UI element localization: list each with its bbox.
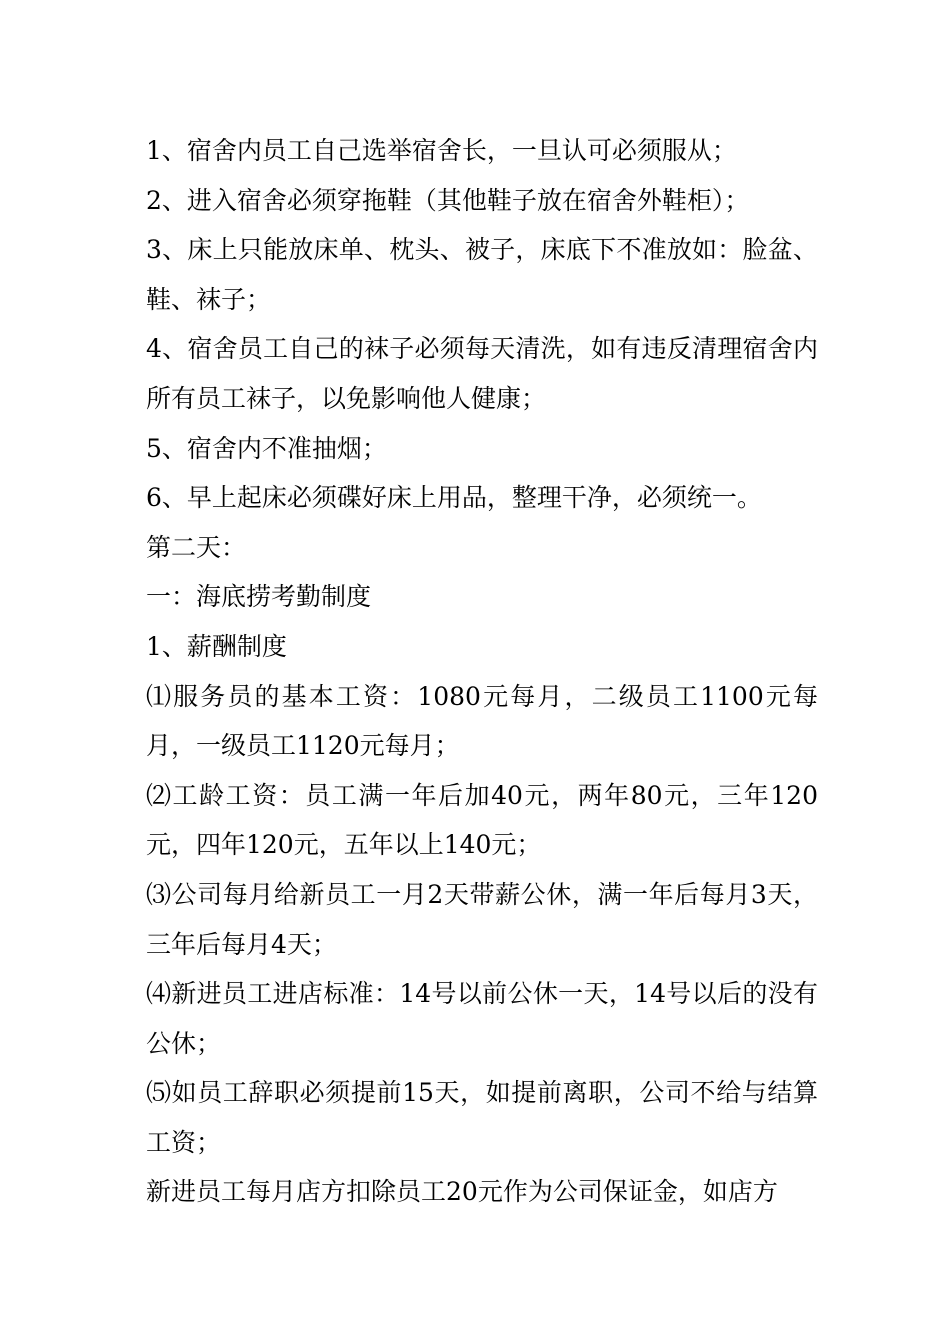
section-heading-attendance: 一：海底捞考勤制度 [146,582,372,612]
paragraph-salary-item-5: ⑸如员工辞职必须提前15天，如提前离职，公司不给与结算工资； [146,1078,818,1157]
document-body [146,126,818,1217]
paragraph-dorm-rule-2: 2、进入宿舍必须穿拖鞋（其他鞋子放在宿舍外鞋柜）； [146,185,750,215]
paragraph-salary-item-4: ⑷新进员工进店标准：14号以前公休一天，14号以后的没有公休； [146,979,818,1058]
paragraph-dorm-rule-1: 1、宿舍内员工自己选举宿舍长，一旦认可必须服从； [146,136,737,165]
paragraph-salary-item-1: ⑴服务员的基本工资：1080元每月，二级员工1100元每月，一级员工1120元每月； [146,681,818,761]
paragraph-dorm-rule-3: 3、床上只能放床单、枕头、被子，床底下不准放如：脸盆、鞋、袜子； [146,235,818,314]
paragraph-salary-item-3: ⑶公司每月给新员工一月2天带薪公休，满一年后每月3天，三年后每月4天； [146,879,818,959]
section-heading-day-two: 第二天： [146,532,247,562]
subheading-salary: 1、薪酬制度 [146,631,287,661]
paragraph-dorm-rule-4: 4、宿舍员工自己的袜子必须每天清洗，如有违反清理宿舍内所有员工袜子，以免影响他人健康； [146,334,818,413]
paragraph-salary-item-2: ⑵工龄工资：员工满一年后加40元，两年80元，三年120元，四年120元，五年以上140元； [146,780,818,860]
paragraph-dorm-rule-6: 6、早上起床必须碟好床上用品，整理干净，必须统一。 [146,483,762,513]
paragraph-dorm-rule-5: 5、宿舍内不准抽烟； [146,433,387,463]
paragraph-deposit: 新进员工每月店方扣除员工20元作为公司保证金，如店方 [146,1177,778,1207]
